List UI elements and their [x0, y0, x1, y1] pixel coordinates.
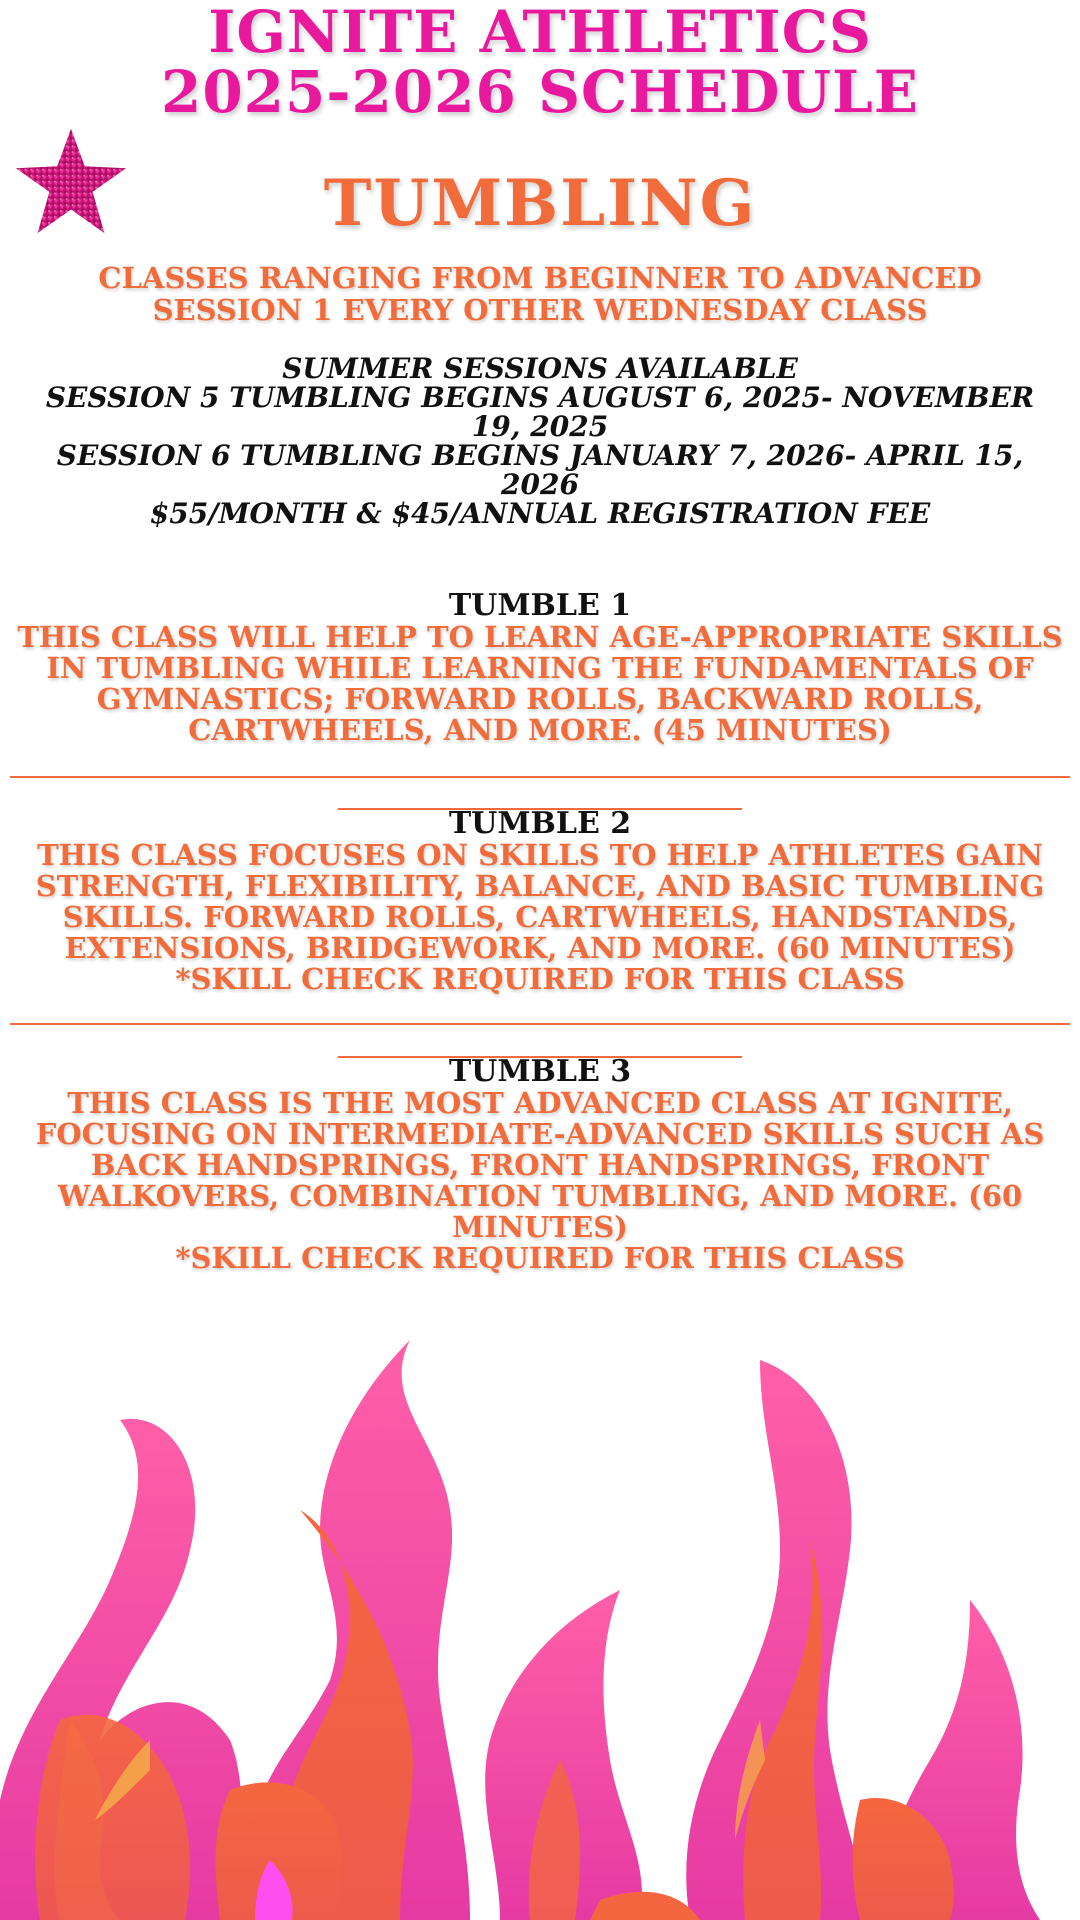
class-description: THIS CLASS FOCUSES ON SKILLS TO HELP ATHLETES GAIN STRENGTH, FLEXIBILITY, BALANCE, AND BASIC TUMBLING SKILLS. FORWARD ROLLS, CARTWHEELS, HANDSTANDS, EXTENSIONS, BRIDGEWORK, AND MORE. (60 MINUTES)	[35, 838, 1045, 965]
class-note: *SKILL CHECK REQUIRED FOR THIS CLASS	[175, 1241, 905, 1275]
class-name: TUMBLE 2	[448, 806, 632, 841]
class-description: THIS CLASS WILL HELP TO LEARN AGE-APPROPRIATE SKILLS IN TUMBLING WHILE LEARNING THE FUNDAMENTALS OF GYMNASTICS; FORWARD ROLLS, BACKWARD ROLLS, CARTWHEELS, AND MORE. (45 MINUTES)	[17, 620, 1063, 747]
session-5-text: SESSION 5 TUMBLING BEGINS AUGUST 6, 2025- NOVEMBER 19, 2025	[45, 381, 1035, 443]
flames-illustration	[0, 1320, 1080, 1920]
intro-line-1: CLASSES RANGING FROM BEGINNER TO ADVANCED	[98, 261, 982, 295]
section-title: TUMBLING	[323, 166, 757, 241]
title-line-2: 2025-2026 SCHEDULE	[160, 58, 920, 126]
divider-long	[10, 776, 1070, 778]
title-line-1: IGNITE ATHLETICS	[208, 0, 872, 66]
page-title	[0, 0, 1080, 126]
sessions-block	[0, 354, 1080, 528]
class-name: TUMBLE 3	[448, 1054, 632, 1089]
class-tumble-3	[0, 1056, 1080, 1274]
intro-line-2: SESSION 1 EVERY OTHER WEDNESDAY CLASS	[152, 293, 928, 327]
class-name: TUMBLE 1	[448, 588, 632, 623]
divider-long	[10, 1023, 1070, 1025]
fee-text: $55/MONTH & $45/ANNUAL REGISTRATION FEE	[149, 497, 931, 530]
summer-sessions-text: SUMMER SESSIONS AVAILABLE	[282, 352, 798, 385]
session-6-text: SESSION 6 TUMBLING BEGINS JANUARY 7, 2026- APRIL 15, 2026	[56, 439, 1024, 501]
class-note: *SKILL CHECK REQUIRED FOR THIS CLASS	[175, 962, 905, 996]
class-tumble-2	[0, 808, 1080, 995]
class-tumble-1	[0, 590, 1080, 746]
intro-block	[0, 262, 1080, 326]
class-description: THIS CLASS IS THE MOST ADVANCED CLASS AT IGNITE, FOCUSING ON INTERMEDIATE-ADVANCED SKILLS SUCH AS BACK HANDSPRINGS, FRONT HANDSPRINGS, FRONT WALKOVERS, COMBINATION TUMBLING, AND MORE. (60 MINUTES)	[35, 1086, 1045, 1244]
